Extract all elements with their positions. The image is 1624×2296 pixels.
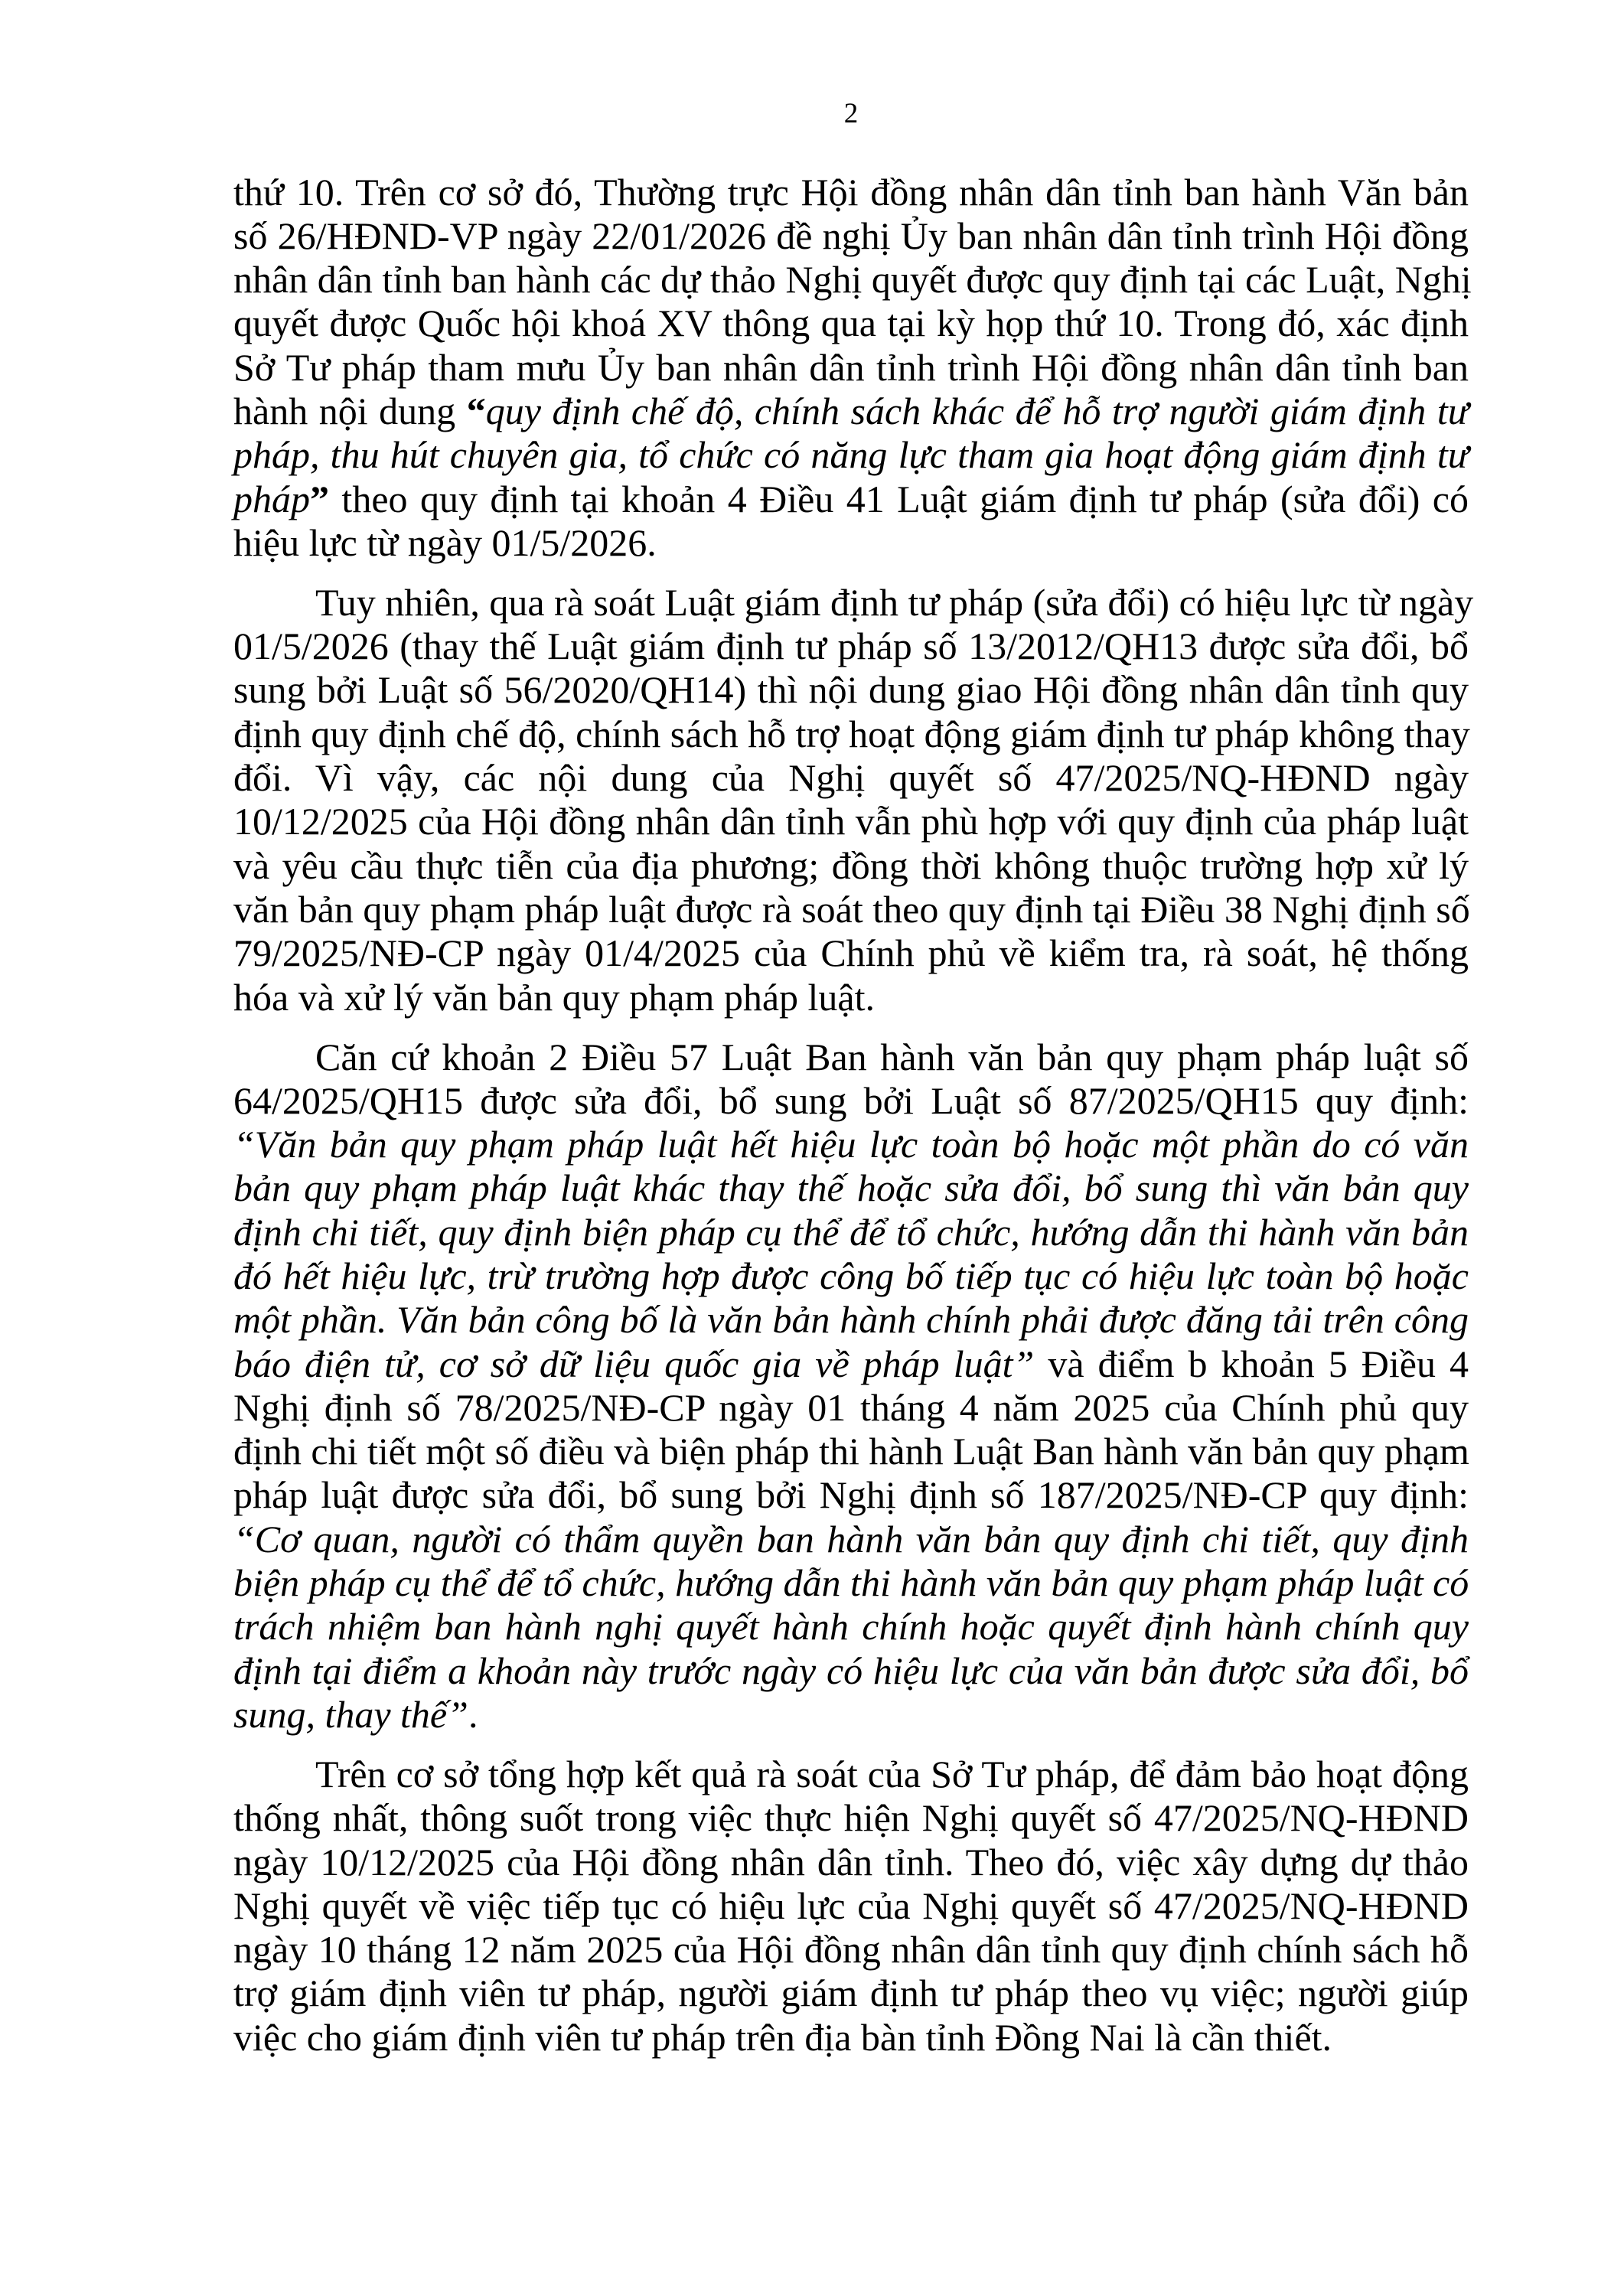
text-segment: việc cho giám định viên tư pháp trên địa bàn tỉnh Đồng Nai là cần thiết.: [233, 2015, 1332, 2059]
text-segment: 64/2025/QH15 được sửa đổi, bổ sung bởi Luật số 87/2025/QH15 quy định:: [233, 1078, 1469, 1122]
italic-text: định tại điểm a khoản này trước ngày có hiệu lực của văn bản được sửa đổi, bổ: [233, 1649, 1469, 1692]
text-segment: định chi tiết một số điều và biện pháp thi hành Luật Ban hành văn bản quy phạm: [233, 1430, 1469, 1473]
text-segment: quyết được Quốc hội khoá XV thông qua tại kỳ họp thứ 10. Trong đó, xác định: [233, 302, 1469, 345]
text-line: [233, 478, 1469, 521]
italic-text: pháp, thu hút chuyên gia, tổ chức có năng lực tham gia hoạt động giám định tư: [233, 433, 1469, 477]
text-line: [233, 521, 1469, 565]
text-segment: văn bản quy phạm pháp luật được rà soát theo quy định tại Điều 38 Nghị định số: [233, 887, 1470, 931]
text-segment: hành nội dung: [233, 389, 467, 432]
text-segment: nhân dân tỉnh ban hành các dự thảo Nghị quyết được quy định tại các Luật, Nghị: [233, 258, 1472, 302]
bold-text: “: [466, 389, 486, 432]
text-segment: đổi. Vì vậy, các nội dung của Nghị quyết số 47/2025/NQ-HĐND ngày: [233, 756, 1469, 800]
document-body: [233, 170, 1474, 2060]
text-line: [233, 1649, 1469, 1693]
text-line: [233, 844, 1469, 888]
text-line: [233, 1971, 1469, 2015]
text-line: [233, 1473, 1469, 1517]
text-line: [233, 1123, 1469, 1166]
text-line: [233, 1298, 1469, 1342]
text-segment: hiệu lực từ ngày 01/5/2026.: [233, 520, 657, 564]
text-segment: theo quy định tại khoản 4 Điều 41 Luật giám định tư pháp (sửa đổi) có: [329, 477, 1469, 520]
text-segment: thứ 10. Trên cơ sở đó, Thường trực Hội đồng nhân dân tỉnh ban hành Văn bản: [233, 170, 1469, 214]
italic-text: bản quy phạm pháp luật khác thay thế hoặc sửa đổi, bổ sung thì văn bản quy: [233, 1166, 1469, 1210]
text-line: [233, 1254, 1469, 1298]
text-segment: và yêu cầu thực tiễn của địa phương; đồng thời không thuộc trường hợp xử lý: [233, 843, 1469, 887]
text-line: [233, 625, 1469, 668]
text-segment: Nghị quyết về việc tiếp tục có hiệu lực của Nghị quyết số 47/2025/NQ-HĐND: [233, 1883, 1469, 1927]
text-line: [233, 1342, 1469, 1386]
text-line: [233, 756, 1469, 800]
text-line: [233, 1079, 1469, 1123]
text-segment: số 26/HĐND-VP ngày 22/01/2026 đề nghị Ủy ban nhân dân tỉnh trình Hội đồng: [233, 214, 1469, 257]
text-line: [233, 580, 1474, 625]
text-line: [233, 931, 1469, 975]
text-line: [233, 1561, 1469, 1605]
italic-text: đó hết hiệu lực, trừ trường hợp được công bố tiếp tục có hiệu lực toàn bộ hoặc: [233, 1254, 1469, 1297]
italic-text: pháp: [233, 477, 310, 520]
paragraph: [233, 1035, 1469, 1737]
text-line: [233, 214, 1469, 258]
text-line: [233, 1605, 1469, 1649]
text-line: [233, 1035, 1469, 1079]
text-segment: Tuy nhiên, qua rà soát Luật giám định tư pháp (sửa đổi) có hiệu lực từ ngày: [315, 580, 1474, 624]
text-line: [233, 1928, 1469, 1971]
text-line: [233, 171, 1469, 214]
text-line: [233, 346, 1469, 390]
text-line: [233, 1166, 1469, 1210]
text-segment: thống nhất, thông suốt trong việc thực hiện Nghị quyết số 47/2025/NQ-HĐND: [233, 1796, 1469, 1840]
text-segment: Sở Tư pháp tham mưu Ủy ban nhân dân tỉnh trình Hội đồng nhân dân tỉnh ban: [233, 345, 1469, 389]
text-line: [233, 976, 1469, 1019]
text-line: [233, 1211, 1469, 1254]
text-segment: định quy định chế độ, chính sách hỗ trợ hoạt động giám định tư pháp không thay: [233, 712, 1470, 755]
text-line: [233, 1796, 1469, 1840]
text-segment: Nghị định số 78/2025/NĐ-CP ngày 01 tháng 4 năm 2025 của Chính phủ quy: [233, 1385, 1469, 1429]
italic-text: biện pháp cụ thể để tổ chức, hướng dẫn thi hành văn bản quy phạm pháp luật có: [233, 1561, 1469, 1605]
text-line: [233, 1518, 1469, 1561]
bold-text: ”: [310, 477, 329, 520]
text-line: [233, 1693, 1469, 1737]
text-line: [233, 713, 1469, 756]
text-segment: trợ giám định viên tư pháp, người giám định tư pháp theo vụ việc; người giúp: [233, 1971, 1469, 2015]
italic-text: báo điện tử, cơ sở dữ liệu quốc gia về pháp luật”: [233, 1342, 1035, 1385]
text-segment: 01/5/2026 (thay thế Luật giám định tư pháp số 13/2012/QH13 được sửa đổi, bổ: [233, 625, 1469, 668]
page-number: 2: [843, 98, 859, 129]
text-segment: pháp luật được sửa đổi, bổ sung bởi Nghị định số 187/2025/NĐ-CP quy định:: [233, 1473, 1469, 1517]
text-line: [233, 433, 1469, 477]
paragraph: [233, 170, 1472, 566]
text-line: [233, 1753, 1469, 1796]
italic-text: “Cơ quan, người có thẩm quyền ban hành văn bản quy định chi tiết, quy định: [233, 1517, 1469, 1561]
text-segment: ngày 10 tháng 12 năm 2025 của Hội đồng nhân dân tỉnh quy định chính sách hỗ: [233, 1928, 1469, 1971]
text-line: [233, 1884, 1469, 1928]
italic-text: định chi tiết, quy định biện pháp cụ thể để tổ chức, hướng dẫn thi hành văn bản: [233, 1210, 1469, 1254]
text-line: [233, 1841, 1469, 1884]
text-segment: 10/12/2025 của Hội đồng nhân dân tỉnh vẫn phù hợp với quy định của pháp luật: [233, 800, 1469, 843]
italic-text: trách nhiệm ban hành nghị quyết hành chính hoặc quyết định hành chính quy: [233, 1605, 1469, 1649]
italic-text: sung, thay thế”: [233, 1692, 468, 1736]
text-line: [233, 888, 1469, 931]
text-line: [233, 2016, 1469, 2060]
text-line: [233, 302, 1469, 345]
italic-text: “Văn bản quy phạm pháp luật hết hiệu lực toàn bộ hoặc một phần do có văn: [233, 1123, 1469, 1166]
text-line: [233, 800, 1469, 843]
text-line: [233, 258, 1472, 302]
text-segment: và điểm b khoản 5 Điều 4: [1034, 1342, 1469, 1385]
italic-text: một phần. Văn bản công bố là văn bản hành chính phải được đăng tải trên công: [233, 1298, 1469, 1342]
text-segment: hóa và xử lý văn bản quy phạm pháp luật.: [233, 975, 876, 1019]
italic-text: quy định chế độ, chính sách khác để hỗ trợ người giám định tư: [485, 389, 1469, 432]
text-segment: Trên cơ sở tổng hợp kết quả rà soát của Sở Tư pháp, để đảm bảo hoạt động: [315, 1752, 1469, 1795]
text-segment: sung bởi Luật số 56/2020/QH14) thì nội dung giao Hội đồng nhân dân tỉnh quy: [233, 668, 1469, 712]
text-line: [233, 1430, 1469, 1473]
text-line: [233, 1386, 1469, 1430]
text-segment: ngày 10/12/2025 của Hội đồng nhân dân tỉnh. Theo đó, việc xây dựng dự thảo: [233, 1840, 1469, 1883]
paragraph: [233, 1753, 1469, 2060]
text-segment: .: [468, 1692, 478, 1736]
text-line: [233, 668, 1469, 712]
text-segment: 79/2025/NĐ-CP ngày 01/4/2025 của Chính phủ về kiểm tra, rà soát, hệ thống: [233, 931, 1469, 975]
paragraph: [233, 580, 1474, 1019]
text-line: [233, 390, 1469, 433]
text-segment: Căn cứ khoản 2 Điều 57 Luật Ban hành văn bản quy phạm pháp luật số: [315, 1035, 1469, 1078]
